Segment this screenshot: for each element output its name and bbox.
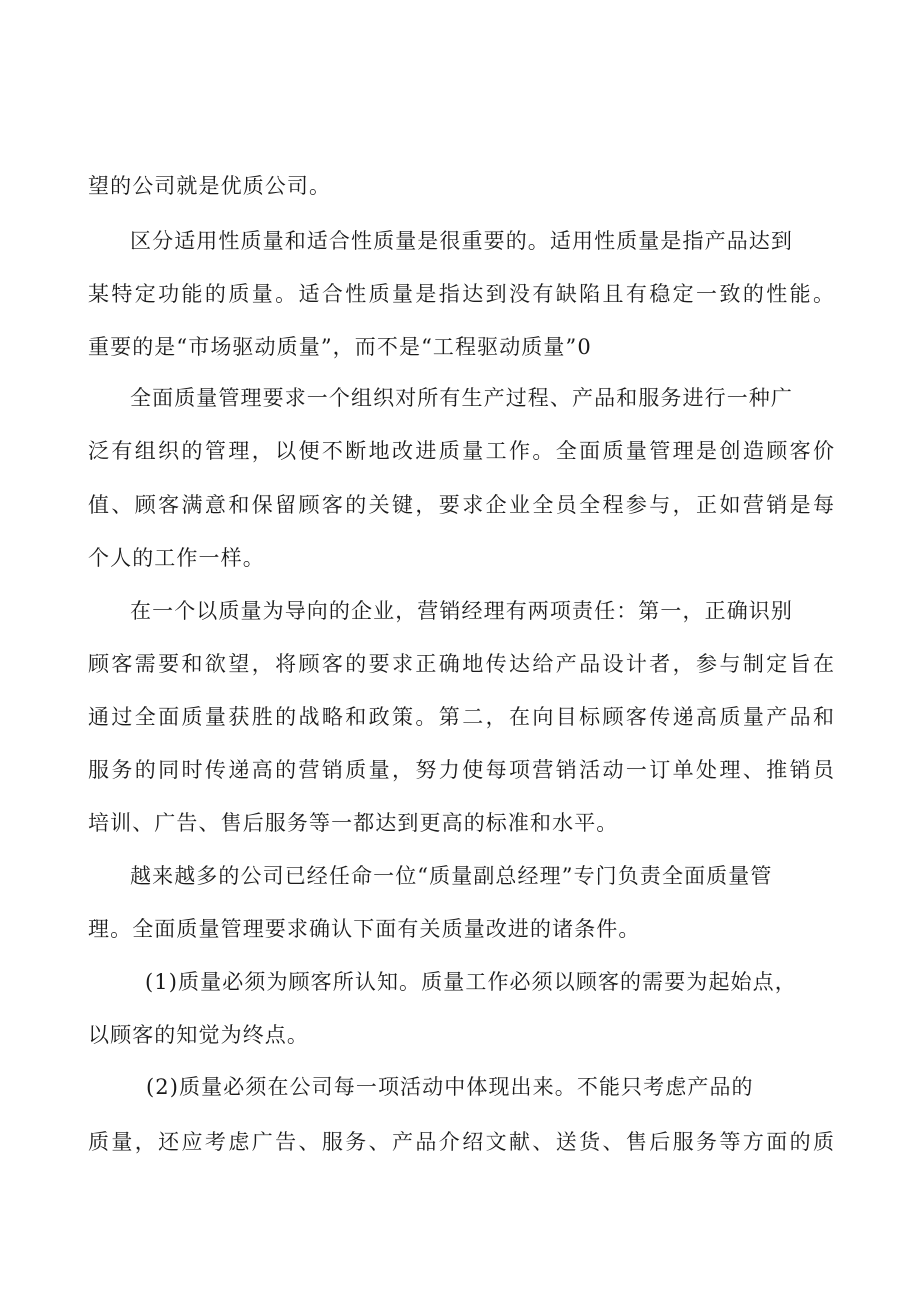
text-line: 培训、广告、售后服务等一都达到更高的标准和水平。 (88, 811, 619, 835)
text-line: 值、顾客满意和保留顾客的关键，要求企业全员全程参与，正如营销是每 (88, 493, 834, 517)
text-line: 越来越多的公司已经任命一位“质量副总经理”专门负责全面质量管 (130, 864, 773, 888)
text-line: 以顾客的知觉为终点。 (88, 1023, 309, 1047)
text-line: 个人的工作一样。 (88, 546, 265, 570)
text-line: 顾客需要和欲望，将顾客的要求正确地传达给产品设计者，参与制定旨在 (88, 652, 834, 676)
text-line: 区分适用性质量和适合性质量是很重要的。适用性质量是指产品达到 (130, 229, 793, 253)
text-line: 在一个以质量为导向的企业，营销经理有两项责任：第一，正确识别 (130, 599, 793, 623)
text-line: 全面质量管理要求一个组织对所有生产过程、产品和服务进行一种广 (130, 386, 793, 410)
text-line: 服务的同时传递高的营销质量，努力使每项营销活动一订单处理、推销员 (88, 758, 834, 782)
text-line: 质量，还应考虑广告、服务、产品介绍文献、送货、售后服务等方面的质 (88, 1130, 834, 1154)
text-line: (1)质量必须为顾客所认知。质量工作必须以顾客的需要为起始点， (145, 970, 797, 994)
text-line: 望的公司就是优质公司。 (88, 174, 332, 198)
text-line: 重要的是“市场驱动质量”，而不是“工程驱动质量”0 (88, 335, 592, 359)
text-line: (2)质量必须在公司每一项活动中体现出来。不能只考虑产品的 (146, 1075, 754, 1099)
text-line: 理。全面质量管理要求确认下面有关质量改进的诸条件。 (88, 917, 641, 941)
text-line: 某特定功能的质量。适合性质量是指达到没有缺陷且有稳定一致的性能。 (88, 282, 834, 306)
text-line: 泛有组织的管理，以便不断地改进质量工作。全面质量管理是创造顾客价 (88, 439, 834, 463)
text-line: 通过全面质量获胜的战略和政策。第二，在向目标顾客传递高质量产品和 (88, 705, 834, 729)
